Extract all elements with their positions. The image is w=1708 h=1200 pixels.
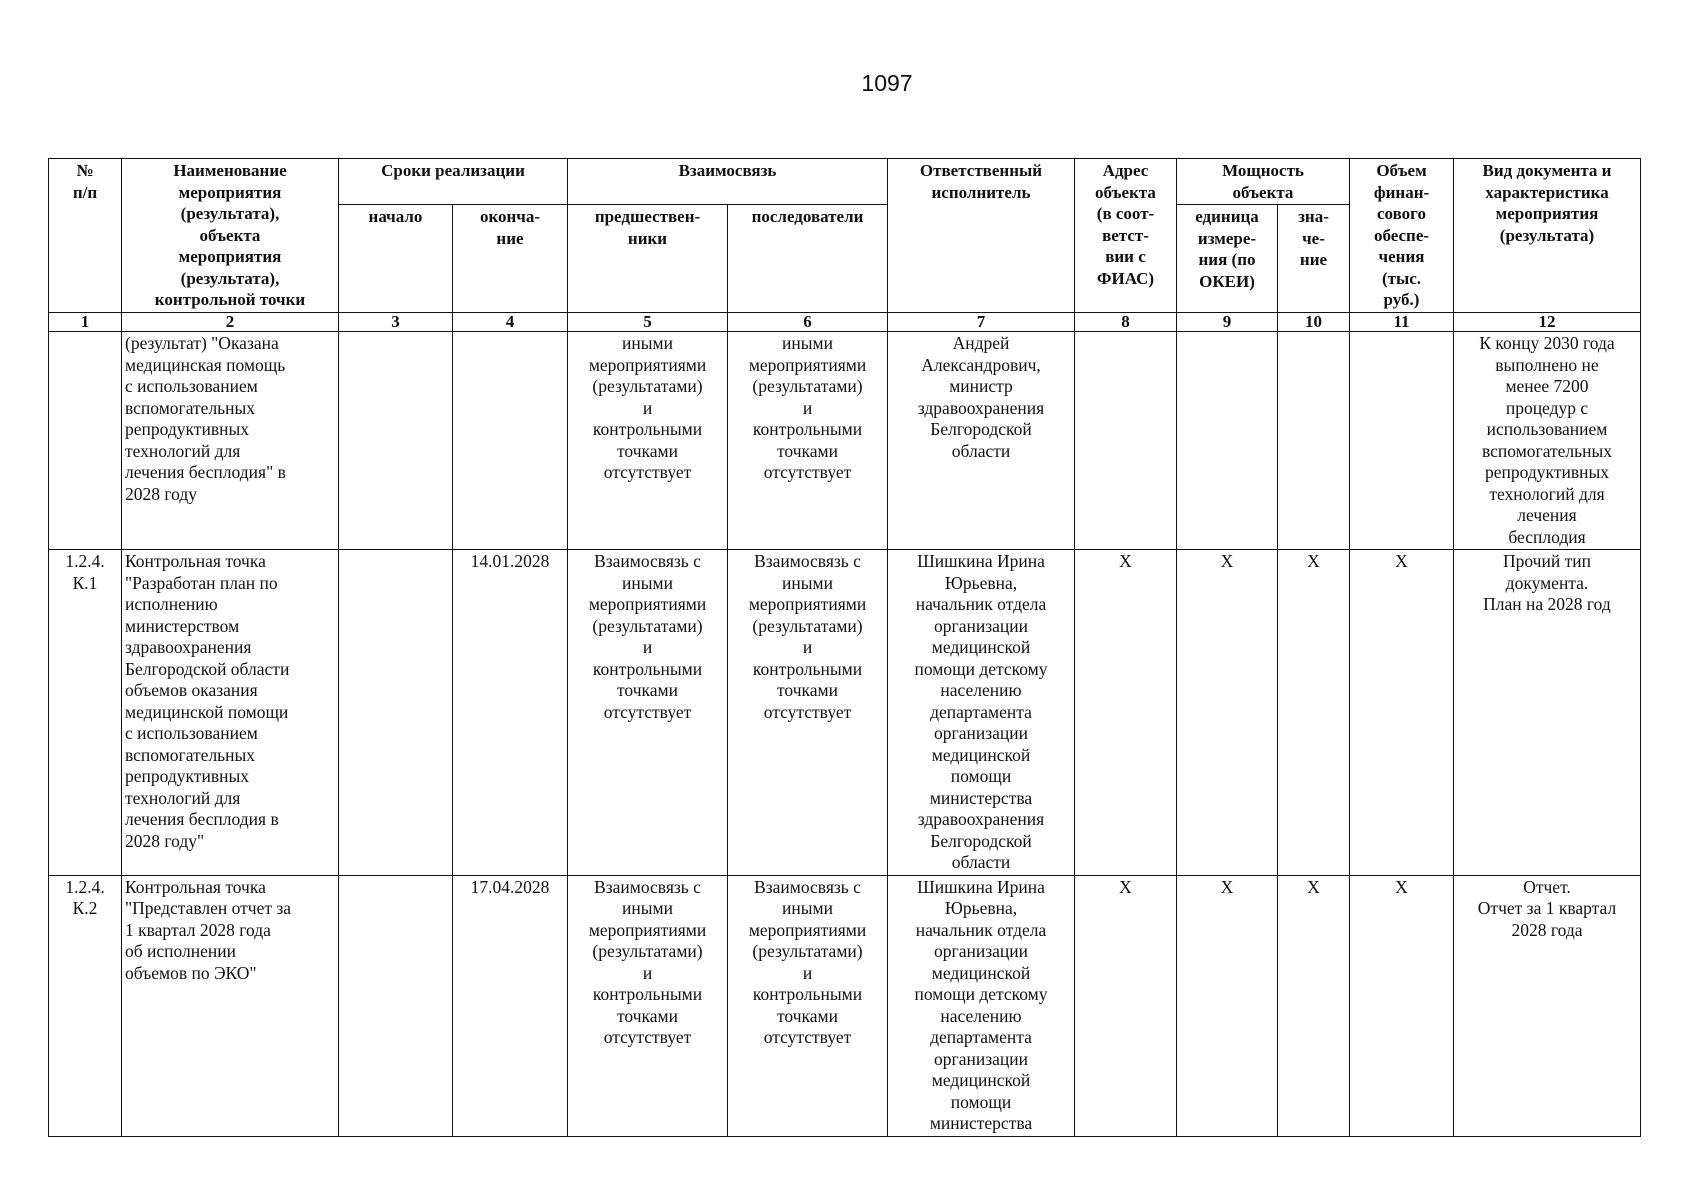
text-line: Шишкина Ирина [917,551,1045,571]
text-line: медицинской [931,962,1031,983]
text-line: ники [627,228,668,248]
col-number: 12 [1454,313,1641,332]
column-numbers-row [49,313,1641,332]
text-line: оконча- [479,207,541,226]
text-line: контрольными [592,984,703,1004]
text-line: точками [777,440,838,461]
text-line: иными [782,898,833,918]
cell-start [339,875,453,1136]
cell-funding: X [1350,875,1454,1136]
cell-start [339,550,453,876]
text-line: мероприятиями [748,594,867,614]
text-line: Юрьевна, [944,898,1018,918]
header-vzaimosvyaz: Взаимосвязь [568,159,888,205]
text-line: помощи [950,766,1012,786]
text-line: департамента [930,701,1032,722]
text-line: иными [622,898,673,918]
text-line: ФИАС) [1096,268,1155,288]
text-line: 2028 году" [125,830,205,851]
text-line: Ответственный [919,161,1043,180]
header-okonchanie [453,205,568,313]
header-adres [1075,159,1177,313]
text-line: мероприятиями [748,354,867,375]
col-number: 8 [1075,313,1177,332]
table-row [49,332,1641,550]
text-line: и [642,397,653,418]
text-line: 1 квартал 2028 года [125,919,271,940]
text-line: (результатами) [592,376,703,396]
text-line: ние [496,228,524,248]
text-line: контрольными [592,658,703,679]
text-line: репродуктивных [1485,462,1609,482]
text-line: ния (по [1198,250,1256,269]
cell-predecessors [568,550,728,876]
text-line: отсутствует [603,462,692,482]
text-line: и [802,962,813,983]
col-number: 9 [1177,313,1278,332]
text-line: руб.) [1383,290,1420,309]
text-line: К концу 2030 года [1479,333,1615,353]
text-line: репродуктивных [125,419,249,439]
text-line: бесплодия [1508,526,1586,547]
text-line: помощи детскому [914,658,1048,679]
text-line: точками [777,1005,838,1026]
cell-document-type [1454,332,1641,550]
cell-end: 17.04.2028 [453,875,568,1136]
cell-value [1278,332,1350,550]
text-line: мероприятия [178,247,282,266]
text-line: медицинской [931,744,1031,765]
text-line: контрольными [752,658,863,679]
cell-value: X [1278,550,1350,876]
text-line: использованием [1486,419,1608,439]
cell-predecessors [568,332,728,550]
text-line: технологий для [1489,483,1605,504]
text-line: здравоохранения [917,809,1045,829]
text-line: здравоохранения [917,397,1045,418]
text-line: медицинской помощи [125,701,289,722]
text-line: менее 7200 [1505,376,1589,396]
cell-successors [728,875,888,1136]
text-line: населению [940,1005,1022,1026]
text-line: объекта [1095,182,1156,202]
header-otvetstvenny [888,159,1075,313]
text-line: и [802,637,813,657]
text-line: отсутствует [603,701,692,722]
col-number: 4 [453,313,568,332]
cell-unit [1177,332,1278,550]
text-line: технологий для [125,440,241,461]
text-line: технологий для [125,787,241,808]
text-line: Взаимосвязь с [594,876,701,897]
text-line: вии с [1105,247,1146,266]
text-line: и [642,962,653,983]
text-line: области [951,440,1011,461]
text-line: Взаимосвязь с [594,551,701,571]
text-line: репродуктивных [125,766,249,786]
text-line: точками [617,440,678,461]
text-line: 1.2.4. [65,876,105,897]
text-line: точками [617,1005,678,1026]
text-line: п/п [72,182,98,202]
text-line: мероприятиями [588,354,707,375]
text-line: процедур с [1505,397,1589,418]
cell-successors [728,332,888,550]
text-line: с использованием [125,376,258,396]
page-number: 1097 [861,70,913,96]
text-line: организации [934,941,1028,961]
text-line: документа. [1505,572,1589,593]
text-line: Адрес [1102,161,1149,180]
text-line: измере- [1197,228,1257,248]
text-line: точками [777,680,838,700]
text-line: иными [622,572,673,593]
text-line: здравоохранения [125,637,252,657]
text-line: К.1 [72,572,98,593]
cell-responsible [888,875,1075,1136]
text-line: Андрей [952,333,1010,353]
text-line: обеспе- [1373,225,1430,245]
text-line: Отчет за 1 квартал [1477,898,1617,918]
text-line: области [951,852,1011,872]
text-line: (результат) "Оказана [125,333,279,353]
text-line: финан- [1373,182,1430,202]
text-line: (результатами) [592,615,703,636]
cell-address: X [1075,550,1177,876]
text-line: Отчет. [1523,876,1571,897]
text-line: отсутствует [763,462,852,482]
text-line: об исполнении [125,941,237,961]
text-line: (результатами) [592,941,703,961]
text-line: министерством [125,615,240,636]
text-line: объекта [1232,182,1294,202]
text-line: (тыс. [1381,268,1422,288]
text-line: министерства [929,787,1033,808]
cell-end: 14.01.2028 [453,550,568,876]
text-line: с использованием [125,723,258,743]
text-line: План на 2028 год [1483,594,1611,614]
cell-unit: X [1177,875,1278,1136]
text-line: лечения [1517,505,1577,525]
text-line: и [802,397,813,418]
text-line: Контрольная точка [125,876,266,897]
col-number: 10 [1278,313,1350,332]
cell-funding: X [1350,550,1454,876]
text-line: Шишкина Ирина [917,876,1045,897]
text-line: организации [934,615,1028,636]
text-line: Объем [1376,161,1427,180]
cell-number [49,332,122,550]
cell-responsible [888,332,1075,550]
text-line: министерства [929,1113,1033,1133]
cell-unit: X [1177,550,1278,876]
cell-address [1075,332,1177,550]
text-line: лечения бесплодия в [125,809,279,829]
text-line: мероприятия [178,182,282,202]
text-line: мероприятиями [748,919,867,940]
text-line: организации [934,723,1028,743]
text-line: ОКЕИ) [1199,271,1255,291]
text-line: мероприятиями [588,594,707,614]
header-edinica [1177,205,1278,313]
text-line: контрольными [752,419,863,439]
header-sroki: Сроки реализации [339,159,568,205]
text-line: Контрольная точка [125,551,266,571]
cell-predecessors [568,875,728,1136]
cell-number [49,875,122,1136]
text-line: чения [1378,247,1425,266]
cell-name [122,550,339,876]
col-number: 2 [122,313,339,332]
text-line: контрольными [752,984,863,1004]
plan-table [48,158,1641,1137]
col-number: 5 [568,313,728,332]
text-line: иными [782,572,833,593]
header-posledovateli: последователи [728,205,888,313]
text-line: Белгородской [930,830,1032,851]
text-line: объемов оказания [125,680,258,700]
text-line: зна- [1298,207,1329,226]
text-line: (результата), [180,204,280,223]
text-line: (результата) [1499,225,1595,245]
text-line: (результатами) [752,376,863,396]
header-name [122,159,339,313]
text-line: контрольными [592,419,703,439]
text-line: Мощность [1222,161,1304,180]
text-line: отсутствует [763,1027,852,1047]
cell-document-type [1454,550,1641,876]
text-line: (в соот- [1096,204,1155,223]
text-line: Белгородской области [125,658,290,679]
text-line: департамента [930,1027,1032,1047]
text-line: вспомогательных [125,397,256,418]
text-line: объекта [199,225,261,245]
text-line: Александрович, [921,354,1041,375]
text-line: объемов по ЭКО" [125,962,257,983]
text-line: Наименование [173,161,287,180]
text-line: лечения бесплодия" в [125,462,286,482]
text-line: (результатами) [752,615,863,636]
text-line: начальник отдела [915,919,1047,940]
text-line: характеристика [1485,182,1609,202]
text-line: сового [1377,204,1426,223]
cell-name [122,332,339,550]
header-number [49,159,122,313]
col-number: 11 [1350,313,1454,332]
text-line: К.2 [72,898,98,918]
text-line: № [76,161,94,180]
text-line: исполнитель [931,182,1031,202]
col-number: 3 [339,313,453,332]
header-predshestvenniki [568,205,728,313]
text-line: (результата), [180,268,280,288]
text-line: "Представлен отчет за [125,898,292,918]
text-line: че- [1302,228,1325,248]
text-line: ветст- [1102,225,1149,245]
text-line: иными [622,333,673,353]
text-line: мероприятия [1495,204,1599,223]
text-line: и [642,637,653,657]
header-moshchnost [1177,159,1350,205]
cell-end [453,332,568,550]
text-line: отсутствует [763,701,852,722]
header-obem [1350,159,1454,313]
text-line: медицинской [931,637,1031,657]
cell-address: X [1075,875,1177,1136]
text-line: помощи детскому [914,984,1048,1004]
text-line: единица [1195,207,1259,226]
text-line: 1.2.4. [65,551,105,571]
cell-value: X [1278,875,1350,1136]
text-line: организации [934,1048,1028,1069]
text-line: отсутствует [603,1027,692,1047]
cell-number [49,550,122,876]
text-line: (результатами) [752,941,863,961]
text-line: Юрьевна, [944,572,1018,593]
text-line: начальник отдела [915,594,1047,614]
header-znachenie [1278,205,1350,313]
text-line: выполнено не [1495,354,1599,375]
text-line: предшествен- [594,207,701,226]
text-line: Белгородской [930,419,1032,439]
cell-funding [1350,332,1454,550]
text-line: "Разработан план по [125,572,278,593]
cell-document-type [1454,875,1641,1136]
header-nachalo: начало [339,205,453,313]
text-line: Вид документа и [1482,161,1612,180]
text-line: ние [1299,250,1328,269]
text-line: точками [617,680,678,700]
text-line: министр [949,376,1013,396]
table-row [49,875,1641,1136]
cell-name [122,875,339,1136]
text-line: мероприятиями [588,919,707,940]
text-line: контрольной точки [154,290,306,309]
text-line: медицинской [931,1070,1031,1090]
text-line: медицинская помощь [125,354,286,375]
cell-successors [728,550,888,876]
cell-start [339,332,453,550]
text-line: исполнению [125,594,218,614]
text-line: населению [940,680,1022,700]
text-line: 2028 году [125,483,198,504]
text-line: вспомогательных [125,744,256,765]
text-line: иными [782,333,833,353]
text-line: Взаимосвязь с [754,551,861,571]
cell-responsible [888,550,1075,876]
text-line: помощи [950,1091,1012,1112]
col-number: 1 [49,313,122,332]
col-number: 7 [888,313,1075,332]
text-line: вспомогательных [1481,440,1613,461]
text-line: 2028 года [1511,919,1583,940]
text-line: Взаимосвязь с [754,876,861,897]
table-row [49,550,1641,876]
text-line: Прочий тип [1503,551,1591,571]
col-number: 6 [728,313,888,332]
header-vid-dokumenta [1454,159,1641,313]
